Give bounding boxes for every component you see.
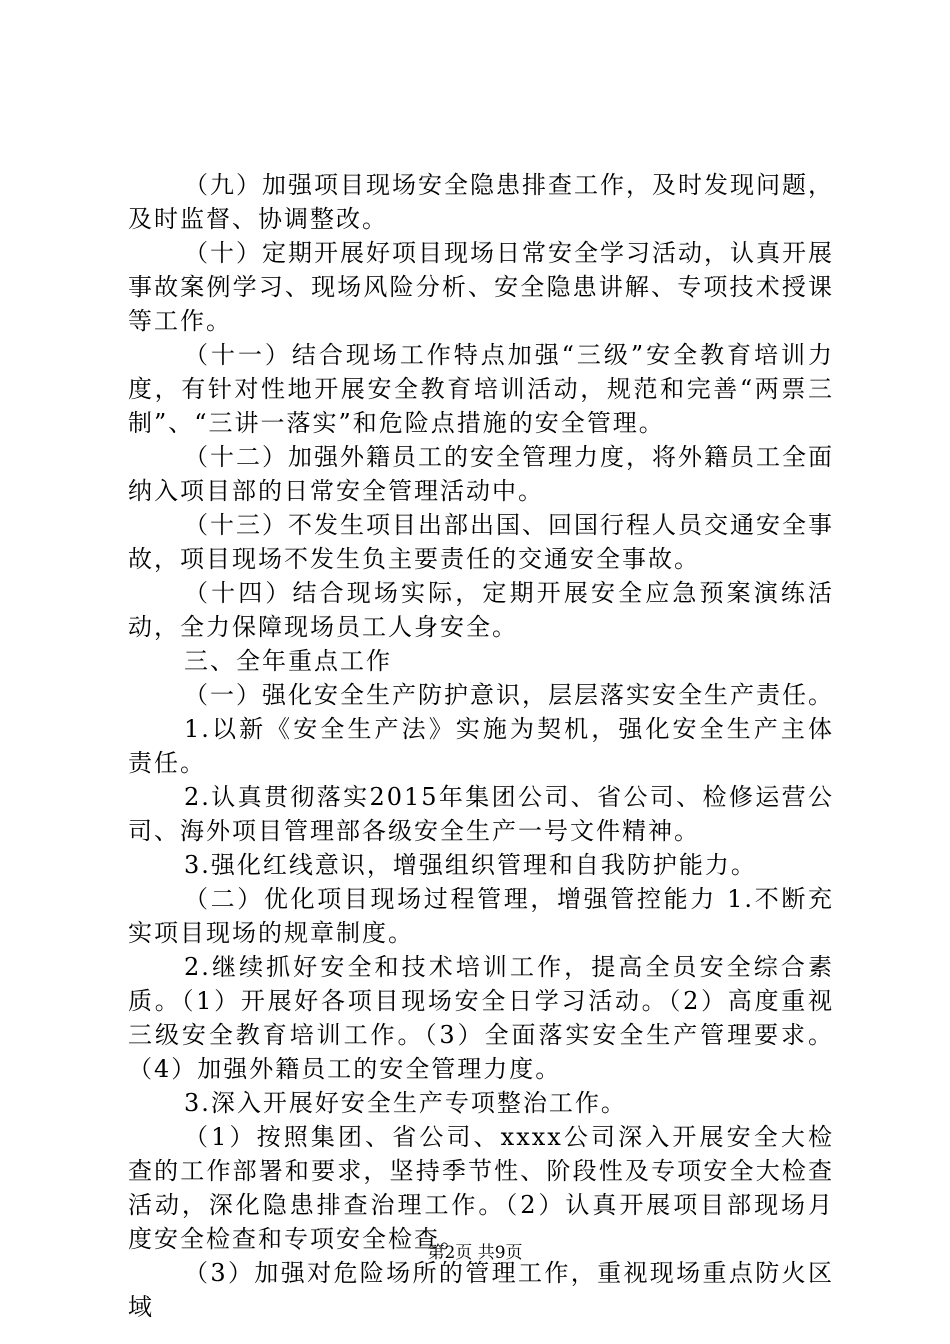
document-body xyxy=(128,168,834,1324)
section-heading-3: 三、全年重点工作 xyxy=(184,647,392,675)
paragraph-9: （九）加强项目现场安全隐患排查工作，及时发现问题，及时监督、协调整改。 xyxy=(128,171,834,233)
paragraph-13: （十三）不发生项目出部出国、回国行程人员交通安全事故，项目现场不发生负主要责任的交通安全事故。 xyxy=(128,511,834,573)
subsection-2: （二）优化项目现场过程管理，增强管控能力 1.不断充实项目现场的规章制度。 xyxy=(128,885,834,947)
item-2-3-1: （1）按照集团、省公司、xxxx公司深入开展安全大检查的工作部署和要求，坚持季节性、阶段性及专项安全大检查活动，深化隐患排查治理工作。（2）认真开展项目部现场月度安全检查和专项安全检查。 xyxy=(128,1123,834,1253)
paragraph-11: （十一）结合现场工作特点加强“三级”安全教育培训力度，有针对性地开展安全教育培训活动，规范和完善“两票三制”、“三讲一落实”和危险点措施的安全管理。 xyxy=(128,341,834,437)
subsection-1: （一）强化安全生产防护意识，层层落实安全生产责任。 xyxy=(184,681,834,709)
item-2-3-3: （3）加强对危险场所的管理工作，重视现场重点防火区域 xyxy=(128,1259,834,1321)
paragraph-10: （十）定期开展好项目现场日常安全学习活动，认真开展事故案例学习、现场风险分析、安全隐患讲解、专项技术授课等工作。 xyxy=(128,239,834,335)
paragraph-12: （十二）加强外籍员工的安全管理力度，将外籍员工全面纳入项目部的日常安全管理活动中。 xyxy=(128,443,834,505)
paragraph-14: （十四）结合现场实际，定期开展安全应急预案演练活动，全力保障现场员工人身安全。 xyxy=(128,579,834,641)
item-2-3: 3.深入开展好安全生产专项整治工作。 xyxy=(184,1089,627,1117)
item-1-3: 3.强化红线意识，增强组织管理和自我防护能力。 xyxy=(184,851,757,879)
item-1-2: 2.认真贯彻落实2015年集团公司、省公司、检修运营公司、海外项目管理部各级安全生产一号文件精神。 xyxy=(128,783,834,845)
item-2-2: 2.继续抓好安全和技术培训工作，提高全员安全综合素质。（1）开展好各项目现场安全日学习活动。（2）高度重视三级安全教育培训工作。（3）全面落实安全生产管理要求。（4）加强外籍员工的安全管理力度。 xyxy=(128,953,834,1083)
item-1-1: 1.以新《安全生产法》实施为契机，强化安全生产主体责任。 xyxy=(128,715,834,777)
page-footer: 第2页 共9页 xyxy=(427,1243,523,1263)
